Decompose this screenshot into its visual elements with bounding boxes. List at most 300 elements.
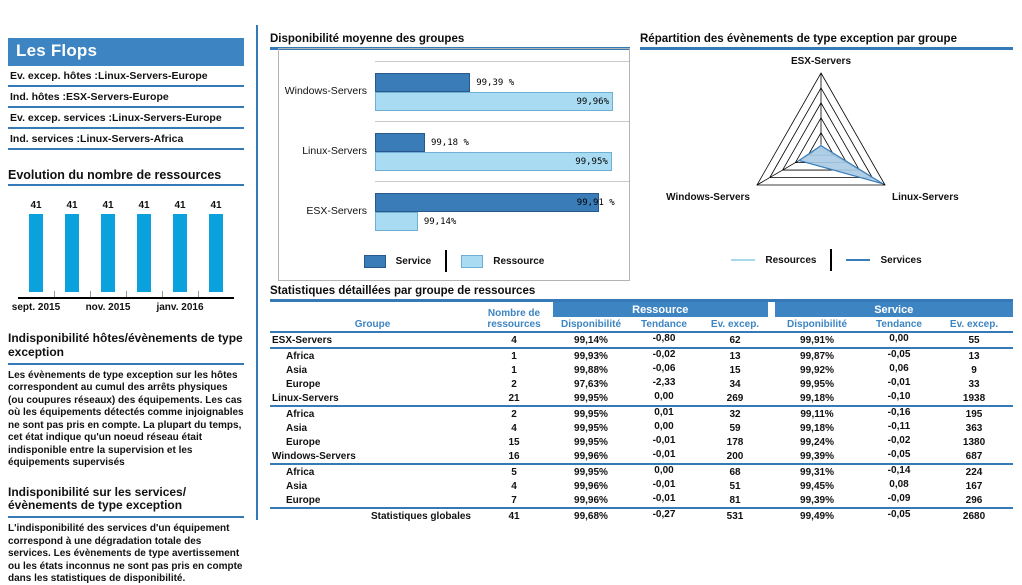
cell-n	[475, 348, 553, 363]
cell-r-ev	[699, 332, 771, 348]
resource-bar-value: 99,14%	[423, 216, 457, 227]
cell-value: -0,01	[887, 376, 911, 388]
cell-r-tend	[629, 363, 699, 377]
cell-value: 99,96%	[574, 480, 608, 492]
group-label: Linux-Servers	[302, 145, 367, 157]
flop-item-value: ESX-Servers-Europe	[66, 91, 169, 103]
cell-value: 99,45%	[800, 480, 834, 492]
axis-tick	[90, 291, 91, 297]
table-section-title: Statistiques détaillées par groupe de ressources	[270, 285, 1013, 302]
cell-groupe: Europe	[286, 494, 321, 506]
cell-value: 0,00	[889, 332, 909, 344]
cell-value: 4	[511, 480, 517, 492]
radar-chart	[640, 48, 1013, 280]
cell-s-tend	[863, 435, 935, 449]
bar	[29, 214, 43, 292]
cell-s-ev	[935, 493, 1013, 508]
cell-s-tend	[863, 421, 935, 435]
cell-r-tend	[629, 464, 699, 479]
flop-item-0	[8, 66, 244, 87]
resources-legend-line	[731, 259, 755, 261]
table-row-statistiques-globales	[270, 508, 1013, 523]
flop-item-1	[8, 87, 244, 108]
resource-legend-swatch	[461, 255, 483, 268]
table-row-europe	[270, 435, 1013, 449]
cell-n	[475, 363, 553, 377]
cell-n	[475, 406, 553, 421]
bar-value-label: 41	[210, 200, 222, 211]
cell-s-ev	[935, 406, 1013, 421]
cell-value: 178	[726, 436, 744, 448]
cell-value: 99,95%	[574, 392, 608, 404]
cell-r-tend	[629, 479, 699, 493]
cell-groupe: Europe	[286, 436, 321, 448]
cell-s-disp	[771, 332, 863, 348]
cell-value: 99,31%	[800, 466, 834, 478]
radar-series-services	[799, 146, 883, 184]
cell-value: 81	[729, 494, 741, 506]
cell-r-disp	[553, 493, 629, 508]
cell-s-disp	[771, 479, 863, 493]
cell-r-ev	[699, 391, 771, 406]
bar	[209, 214, 223, 292]
cell-s-ev	[935, 377, 1013, 391]
cell-n	[475, 391, 553, 406]
band-header-ressource: Ressource	[553, 302, 771, 317]
cell-value: 41	[508, 510, 520, 522]
service-bar-row	[375, 73, 613, 92]
cell-r-disp	[553, 363, 629, 377]
radar-axis-label: Windows-Servers	[666, 192, 750, 203]
cell-r-ev	[699, 493, 771, 508]
cell-value: -0,09	[887, 492, 911, 504]
service-bar	[375, 73, 470, 92]
cell-value: -0,10	[887, 390, 911, 402]
flop-item-label: Ind. hôtes :	[10, 91, 66, 103]
cell-s-ev	[935, 363, 1013, 377]
cell-s-tend	[863, 449, 935, 464]
cell-s-disp	[771, 493, 863, 508]
cell-value: 55	[968, 334, 980, 346]
cell-value: 15	[729, 364, 741, 376]
cell-r-disp	[553, 406, 629, 421]
table-row-asia	[270, 363, 1013, 377]
cell-value: 15	[508, 436, 520, 448]
host-unavailability-text: Les évènements de type exception sur les hôtes correspondent au cumul des arrêts physiques (ou coupures réseaux) des équipements. Les cas où les équipements détectés comme injoignables ne sont pas pris en compte. La plupart du temps, cet état indique qu'un noeud réseau était indisponible entre la supervision et les équipements supervisés	[8, 369, 244, 469]
cell-value: 9	[971, 364, 977, 376]
cell-value: 99,68%	[574, 510, 608, 522]
cell-groupe: Windows-Servers	[270, 449, 475, 464]
flop-item-value: Linux-Servers-Europe	[111, 112, 222, 124]
table-row-europe	[270, 377, 1013, 391]
cell-r-ev	[699, 479, 771, 493]
cell-value: -0,05	[887, 348, 911, 360]
bar	[101, 214, 115, 292]
cell-groupe: Africa	[286, 408, 315, 420]
cell-groupe: Asia	[286, 364, 308, 376]
bar-value-label: 41	[174, 200, 186, 211]
legend-divider	[445, 250, 447, 272]
flop-item-label: Ev. excep. services :	[10, 112, 112, 124]
cell-s-tend	[863, 493, 935, 508]
cell-r-tend	[629, 508, 699, 523]
column-header-groupe: Groupe	[270, 302, 475, 332]
cell-groupe: Africa	[286, 466, 315, 478]
cell-s-disp	[771, 348, 863, 363]
availability-chart	[278, 48, 630, 281]
cell-n	[475, 332, 553, 348]
cell-r-ev	[699, 421, 771, 435]
sidebar	[8, 38, 244, 585]
cell-r-disp	[553, 391, 629, 406]
cell-r-ev	[699, 508, 771, 523]
cell-value: 1380	[962, 436, 986, 448]
cell-value: -0,05	[887, 448, 911, 460]
cell-r-disp	[553, 421, 629, 435]
statistics-table	[270, 302, 1013, 523]
cell-value: 1	[511, 364, 517, 376]
cell-s-disp	[771, 508, 863, 523]
cell-value: -2,33	[652, 376, 676, 388]
cell-s-tend	[863, 348, 935, 363]
table-row-asia	[270, 479, 1013, 493]
cell-value: 99,95%	[800, 378, 834, 390]
flops-list	[8, 66, 244, 150]
cell-value: 363	[965, 422, 983, 434]
cell-value: 99,18%	[800, 392, 834, 404]
cell-value: 296	[965, 494, 983, 506]
subheader-s-ev-excep: Ev. excep.	[935, 317, 1013, 332]
cell-value: 99,24%	[800, 436, 834, 448]
cell-value: 34	[729, 378, 741, 390]
flop-item-label: Ind. services :	[10, 133, 81, 145]
bar-value-label: 41	[30, 200, 42, 211]
x-axis-label: nov. 2015	[85, 302, 131, 313]
service-bar	[375, 133, 425, 152]
services-legend-line	[846, 259, 870, 261]
cell-n	[475, 435, 553, 449]
radar-svg	[640, 48, 1013, 208]
cell-value: -0,01	[652, 448, 676, 460]
cell-n	[475, 464, 553, 479]
cell-value: 59	[729, 422, 741, 434]
evolution-chart	[8, 192, 244, 292]
axis-tick	[198, 291, 199, 297]
cell-s-ev	[935, 391, 1013, 406]
cell-value: 5	[511, 466, 517, 478]
cell-value: 2	[511, 408, 517, 420]
service-bar	[375, 193, 599, 212]
cell-value: 99,95%	[574, 466, 608, 478]
cell-r-disp	[553, 508, 629, 523]
axis-tick	[54, 291, 55, 297]
service-legend-label: Service	[395, 255, 432, 267]
cell-value: 1	[511, 350, 517, 362]
subheader-r-disponibilite: Disponibilité	[553, 317, 629, 332]
cell-groupe: ESX-Servers	[270, 332, 475, 348]
cell-value: 0,06	[889, 362, 909, 374]
service-unavailability-text: L'indisponibilité des services d'un équipement correspond à une dégradation totale des services. Les évènements de type avertissement ou les états inconnus ne sont pas pris en compte dans les statistiques de disponibilité.	[8, 523, 243, 585]
cell-value: 99,96%	[574, 450, 608, 462]
cell-value: -0,05	[887, 508, 911, 520]
bar-value-label: 41	[66, 200, 78, 211]
cell-value: 2	[511, 378, 517, 390]
evolution-bar-5	[198, 192, 234, 292]
cell-value: 0,08	[889, 478, 909, 490]
cell-value: 99,18%	[800, 422, 834, 434]
cell-s-ev	[935, 449, 1013, 464]
radar-axis-label: Linux-Servers	[892, 192, 959, 203]
cell-value: 0,01	[654, 406, 674, 418]
cell-s-disp	[771, 377, 863, 391]
cell-value: -0,16	[887, 406, 911, 418]
bar	[65, 214, 79, 292]
cell-s-ev	[935, 464, 1013, 479]
resource-bar-value: 99,95%	[575, 156, 608, 167]
cell-value: 224	[965, 466, 983, 478]
cell-value: 99,96%	[574, 494, 608, 506]
cell-s-disp	[771, 391, 863, 406]
cell-groupe: Linux-Servers	[270, 391, 475, 406]
cell-s-ev	[935, 508, 1013, 523]
cell-s-disp	[771, 363, 863, 377]
service-bar-row	[375, 133, 613, 152]
cell-value: 4	[511, 334, 517, 346]
radar-section-title: Répartition des évènements de type exception par groupe	[640, 33, 1013, 50]
cell-s-ev	[935, 479, 1013, 493]
cell-s-tend	[863, 363, 935, 377]
cell-value: 13	[968, 350, 980, 362]
cell-n	[475, 449, 553, 464]
radar-axis-label: ESX-Servers	[790, 56, 852, 67]
cell-value: 0,00	[654, 464, 674, 476]
availability-group-1	[279, 121, 629, 181]
cell-value: 687	[965, 450, 983, 462]
radar-svg-wrap	[640, 48, 1013, 213]
evolution-bar-4	[162, 192, 198, 292]
cell-value: -0,80	[652, 332, 676, 344]
cell-s-tend	[863, 406, 935, 421]
cell-value: -0,01	[652, 492, 676, 504]
cell-r-tend	[629, 493, 699, 508]
cell-s-disp	[771, 449, 863, 464]
cell-r-tend	[629, 449, 699, 464]
x-axis-label: janv. 2016	[156, 302, 204, 313]
cell-value: -0,11	[887, 420, 911, 432]
cell-s-tend	[863, 464, 935, 479]
service-bar-value: 99,18 %	[430, 137, 469, 148]
service-unavailability-heading: Indisponibilité sur les services/évènements de type exception	[8, 486, 244, 519]
availability-group-0	[279, 61, 629, 121]
cell-s-tend	[863, 508, 935, 523]
service-legend-swatch	[364, 255, 386, 268]
table-row-esx-servers	[270, 332, 1013, 348]
cell-value: 99,95%	[574, 422, 608, 434]
cell-value: 99,95%	[574, 436, 608, 448]
cell-value: -0,06	[652, 362, 676, 374]
cell-r-tend	[629, 332, 699, 348]
cell-groupe: Africa	[286, 350, 315, 362]
cell-s-ev	[935, 332, 1013, 348]
subheader-r-ev-excep: Ev. excep.	[699, 317, 771, 332]
cell-value: 99,11%	[800, 408, 834, 420]
cell-r-tend	[629, 421, 699, 435]
service-bar-value: 99,39 %	[476, 77, 515, 88]
cell-value: 167	[965, 480, 983, 492]
cell-value: -0,27	[652, 508, 676, 520]
bar-value-label: 41	[102, 200, 114, 211]
cell-value: 68	[729, 466, 741, 478]
cell-r-ev	[699, 348, 771, 363]
cell-n	[475, 479, 553, 493]
cell-r-ev	[699, 464, 771, 479]
cell-s-ev	[935, 435, 1013, 449]
axis-tick	[162, 291, 163, 297]
group-bars	[375, 121, 629, 181]
cell-value: 195	[965, 408, 983, 420]
cell-value: -0,14	[887, 464, 911, 476]
cell-value: 13	[729, 350, 741, 362]
cell-r-disp	[553, 464, 629, 479]
group-bars	[375, 181, 629, 241]
subheader-s-tendance: Tendance	[863, 317, 935, 332]
bar-value-label: 41	[138, 200, 150, 211]
cell-value: 21	[508, 392, 520, 404]
flop-item-label: Ev. excep. hôtes :	[10, 70, 98, 82]
table-row-linux-servers	[270, 391, 1013, 406]
cell-r-tend	[629, 406, 699, 421]
cell-value: 4	[511, 422, 517, 434]
cell-value: 33	[968, 378, 980, 390]
flops-title: Les Flops	[8, 38, 244, 66]
cell-value: 99,39%	[800, 450, 834, 462]
cell-value: 531	[726, 510, 744, 522]
cell-value: 0,00	[654, 390, 674, 402]
resource-bar	[375, 212, 418, 231]
evolution-bar-1	[54, 192, 90, 292]
cell-value: 200	[726, 450, 744, 462]
cell-s-tend	[863, 377, 935, 391]
cell-n	[475, 377, 553, 391]
cell-value: 62	[729, 334, 741, 346]
cell-s-tend	[863, 332, 935, 348]
cell-r-disp	[553, 449, 629, 464]
service-bar-value: 99,91 %	[576, 197, 615, 208]
cell-value: 99,14%	[574, 334, 608, 346]
availability-legend	[279, 250, 629, 272]
x-axis-label: sept. 2015	[11, 302, 61, 313]
cell-r-ev	[699, 449, 771, 464]
column-header-nombre: Nombre de ressources	[475, 302, 553, 332]
cell-s-ev	[935, 421, 1013, 435]
flop-item-3	[8, 129, 244, 150]
cell-r-tend	[629, 391, 699, 406]
cell-s-disp	[771, 435, 863, 449]
cell-value: 99,93%	[574, 350, 608, 362]
cell-r-disp	[553, 377, 629, 391]
cell-r-ev	[699, 363, 771, 377]
cell-value: 99,92%	[800, 364, 834, 376]
evolution-bar-2	[90, 192, 126, 292]
cell-value: 269	[726, 392, 744, 404]
group-label: Windows-Servers	[284, 85, 367, 97]
flop-item-2	[8, 108, 244, 129]
cell-value: 16	[508, 450, 520, 462]
table-row-europe	[270, 493, 1013, 508]
resource-bar-row	[375, 152, 613, 171]
cell-n	[475, 421, 553, 435]
cell-s-disp	[771, 421, 863, 435]
cell-value: 32	[729, 408, 741, 420]
cell-n	[475, 508, 553, 523]
cell-value: 99,87%	[800, 350, 834, 362]
availability-section-title: Disponibilité moyenne des groupes	[270, 33, 630, 50]
table-row-africa	[270, 406, 1013, 421]
resource-bar-row	[375, 212, 613, 231]
resource-legend-label: Ressource	[493, 255, 545, 267]
evolution-axis	[18, 292, 234, 299]
cell-r-tend	[629, 377, 699, 391]
cell-r-tend	[629, 435, 699, 449]
resources-legend-label: Resources	[765, 254, 817, 266]
evolution-title: Evolution du nombre de ressources	[8, 168, 244, 186]
cell-groupe: Statistiques globales	[270, 508, 475, 523]
cell-value: 1938	[962, 392, 986, 404]
cell-value: -0,01	[652, 434, 676, 446]
host-unavailability-heading: Indisponibilité hôtes/évènements de type exception	[8, 332, 244, 365]
vertical-divider	[256, 25, 258, 520]
table-row-windows-servers	[270, 449, 1013, 464]
cell-n	[475, 493, 553, 508]
cell-value: 99,95%	[574, 408, 608, 420]
cell-groupe: Asia	[286, 480, 308, 492]
cell-value: -0,02	[652, 348, 676, 360]
cell-value: -0,02	[887, 434, 911, 446]
subheader-r-tendance: Tendance	[629, 317, 699, 332]
table-row-africa	[270, 464, 1013, 479]
cell-value: 7	[511, 494, 517, 506]
cell-s-disp	[771, 464, 863, 479]
cell-r-disp	[553, 332, 629, 348]
group-bars	[375, 61, 629, 121]
flop-item-value: Linux-Servers-Europe	[97, 70, 208, 82]
cell-value: -0,01	[652, 478, 676, 490]
evolution-bar-3	[126, 192, 162, 292]
evolution-bar-0	[18, 192, 54, 292]
resource-bar-row	[375, 92, 613, 111]
availability-group-2	[279, 181, 629, 241]
availability-groups	[279, 61, 629, 241]
bar	[173, 214, 187, 292]
cell-r-disp	[553, 479, 629, 493]
cell-value: 99,39%	[800, 494, 834, 506]
cell-value: 0,00	[654, 420, 674, 432]
cell-r-ev	[699, 377, 771, 391]
cell-r-disp	[553, 435, 629, 449]
axis-tick	[126, 291, 127, 297]
resource-bar-value: 99,96%	[576, 96, 609, 107]
cell-s-tend	[863, 479, 935, 493]
table-header-band-row	[270, 302, 1013, 317]
subheader-s-disponibilite: Disponibilité	[771, 317, 863, 332]
cell-groupe: Europe	[286, 378, 321, 390]
cell-value: 2680	[962, 510, 986, 522]
cell-value: 99,91%	[800, 334, 834, 346]
evolution-xlabels	[11, 302, 234, 316]
cell-groupe: Asia	[286, 422, 308, 434]
cell-r-ev	[699, 435, 771, 449]
cell-value: 99,88%	[574, 364, 608, 376]
